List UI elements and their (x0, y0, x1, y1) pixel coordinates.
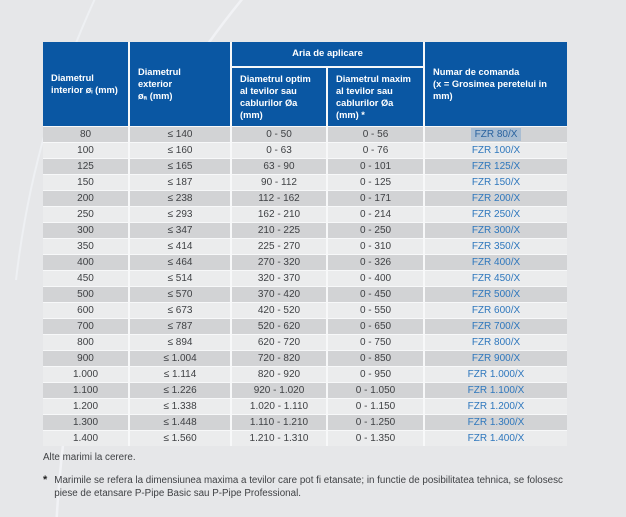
cell-diametru-optim: 320 - 370 (230, 270, 326, 286)
table-body (43, 126, 567, 446)
cell-diametru-exterior: ≤ 787 (128, 318, 230, 334)
cell-diametru-interior: 1.400 (43, 430, 128, 446)
order-code-link[interactable]: FZR 500/X (471, 289, 521, 300)
cell-diametru-optim: 270 - 320 (230, 254, 326, 270)
cell-diametru-exterior: ≤ 1.226 (128, 382, 230, 398)
cell-diametru-optim: 162 - 210 (230, 206, 326, 222)
cell-diametru-optim: 1.110 - 1.210 (230, 414, 326, 430)
cell-diametru-exterior: ≤ 673 (128, 302, 230, 318)
cell-diametru-interior: 150 (43, 174, 128, 190)
cell-diametru-interior: 600 (43, 302, 128, 318)
cell-diametru-optim: 63 - 90 (230, 158, 326, 174)
cell-diametru-maxim: 0 - 550 (326, 302, 423, 318)
cell-diametru-maxim: 0 - 1.150 (326, 398, 423, 414)
order-code-link[interactable]: FZR 450/X (471, 273, 521, 284)
cell-diametru-interior: 1.100 (43, 382, 128, 398)
cell-diametru-interior: 300 (43, 222, 128, 238)
cell-numar-comanda (423, 270, 567, 286)
cell-diametru-optim: 90 - 112 (230, 174, 326, 190)
col-header-numar-comanda: Numar de comanda (x = Grosimea peretelui in mm) (423, 42, 567, 126)
cell-numar-comanda (423, 238, 567, 254)
cell-numar-comanda (423, 318, 567, 334)
order-code-link[interactable]: FZR 1.000/X (467, 369, 525, 380)
cell-diametru-optim: 1.210 - 1.310 (230, 430, 326, 446)
cell-diametru-interior: 200 (43, 190, 128, 206)
cell-diametru-interior: 1.200 (43, 398, 128, 414)
table-row (43, 270, 567, 286)
cell-numar-comanda (423, 190, 567, 206)
cell-diametru-optim: 920 - 1.020 (230, 382, 326, 398)
table-row (43, 414, 567, 430)
note-other-sizes: Alte marimi la cerere. (43, 452, 136, 463)
cell-diametru-exterior: ≤ 238 (128, 190, 230, 206)
order-code-link[interactable]: FZR 400/X (471, 257, 521, 268)
order-code-link[interactable]: FZR 1.100/X (467, 385, 525, 396)
cell-numar-comanda (423, 414, 567, 430)
cell-diametru-maxim: 0 - 450 (326, 286, 423, 302)
cell-diametru-maxim: 0 - 400 (326, 270, 423, 286)
order-code-link[interactable]: FZR 80/X (471, 128, 522, 141)
cell-diametru-interior: 700 (43, 318, 128, 334)
table-row (43, 350, 567, 366)
cell-diametru-exterior: ≤ 1.114 (128, 366, 230, 382)
order-code-link[interactable]: FZR 1.300/X (467, 417, 525, 428)
cell-numar-comanda (423, 430, 567, 446)
table-row (43, 126, 567, 142)
cell-diametru-exterior: ≤ 464 (128, 254, 230, 270)
order-code-link[interactable]: FZR 100/X (471, 145, 521, 156)
order-code-link[interactable]: FZR 125/X (471, 161, 521, 172)
table-row (43, 302, 567, 318)
cell-diametru-optim: 820 - 920 (230, 366, 326, 382)
cell-diametru-exterior: ≤ 1.004 (128, 350, 230, 366)
cell-diametru-exterior: ≤ 1.448 (128, 414, 230, 430)
cell-diametru-maxim: 0 - 214 (326, 206, 423, 222)
cell-diametru-optim: 210 - 225 (230, 222, 326, 238)
cell-diametru-exterior: ≤ 140 (128, 126, 230, 142)
cell-numar-comanda (423, 142, 567, 158)
cell-diametru-interior: 100 (43, 142, 128, 158)
cell-diametru-exterior: ≤ 165 (128, 158, 230, 174)
cell-diametru-optim: 720 - 820 (230, 350, 326, 366)
fzr-spec-table (43, 42, 567, 446)
cell-diametru-exterior: ≤ 894 (128, 334, 230, 350)
table-row (43, 430, 567, 446)
table-row (43, 174, 567, 190)
cell-diametru-interior: 80 (43, 126, 128, 142)
table-row (43, 142, 567, 158)
cell-diametru-optim: 0 - 63 (230, 142, 326, 158)
cell-diametru-exterior: ≤ 570 (128, 286, 230, 302)
cell-diametru-maxim: 0 - 650 (326, 318, 423, 334)
cell-numar-comanda (423, 398, 567, 414)
cell-diametru-optim: 620 - 720 (230, 334, 326, 350)
cell-diametru-optim: 420 - 520 (230, 302, 326, 318)
cell-diametru-optim: 520 - 620 (230, 318, 326, 334)
order-code-link[interactable]: FZR 900/X (471, 353, 521, 364)
cell-diametru-exterior: ≤ 414 (128, 238, 230, 254)
cell-diametru-optim: 1.020 - 1.110 (230, 398, 326, 414)
table-header (43, 42, 567, 126)
cell-diametru-maxim: 0 - 250 (326, 222, 423, 238)
cell-diametru-maxim: 0 - 171 (326, 190, 423, 206)
cell-diametru-maxim: 0 - 750 (326, 334, 423, 350)
table-row (43, 318, 567, 334)
order-code-link[interactable]: FZR 350/X (471, 241, 521, 252)
cell-diametru-exterior: ≤ 1.338 (128, 398, 230, 414)
cell-numar-comanda (423, 350, 567, 366)
cell-numar-comanda (423, 302, 567, 318)
cell-numar-comanda (423, 382, 567, 398)
table-row (43, 286, 567, 302)
cell-diametru-maxim: 0 - 1.050 (326, 382, 423, 398)
cell-diametru-maxim: 0 - 56 (326, 126, 423, 142)
col-header-diametru-optim: Diametrul optim al tevilor sau cablurilor Øa (mm) (230, 68, 326, 126)
cell-diametru-maxim: 0 - 101 (326, 158, 423, 174)
cell-diametru-interior: 1.000 (43, 366, 128, 382)
cell-diametru-maxim: 0 - 1.250 (326, 414, 423, 430)
cell-diametru-interior: 500 (43, 286, 128, 302)
cell-diametru-interior: 250 (43, 206, 128, 222)
col-group-header-aria-de-aplicare: Aria de aplicare (230, 42, 423, 68)
order-code-link[interactable]: FZR 200/X (471, 193, 521, 204)
cell-diametru-interior: 400 (43, 254, 128, 270)
table-row (43, 398, 567, 414)
table-row (43, 158, 567, 174)
order-code-link[interactable]: FZR 1.200/X (467, 401, 525, 412)
order-code-link[interactable]: FZR 1.400/X (467, 433, 525, 444)
table-row (43, 382, 567, 398)
cell-numar-comanda (423, 174, 567, 190)
order-code-link[interactable]: FZR 150/X (471, 177, 521, 188)
cell-diametru-exterior: ≤ 1.560 (128, 430, 230, 446)
order-code-link[interactable]: FZR 700/X (471, 321, 521, 332)
cell-numar-comanda (423, 334, 567, 350)
table-row (43, 206, 567, 222)
footnote (43, 474, 588, 500)
table-row (43, 334, 567, 350)
cell-diametru-interior: 350 (43, 238, 128, 254)
cell-diametru-exterior: ≤ 514 (128, 270, 230, 286)
cell-diametru-exterior: ≤ 347 (128, 222, 230, 238)
cell-numar-comanda (423, 222, 567, 238)
footnote-asterisk: * (43, 474, 48, 486)
cell-diametru-maxim: 0 - 125 (326, 174, 423, 190)
order-code-link[interactable]: FZR 800/X (471, 337, 521, 348)
cell-diametru-exterior: ≤ 293 (128, 206, 230, 222)
cell-numar-comanda (423, 286, 567, 302)
cell-numar-comanda (423, 126, 567, 142)
cell-diametru-maxim: 0 - 76 (326, 142, 423, 158)
table-row (43, 254, 567, 270)
cell-diametru-interior: 900 (43, 350, 128, 366)
cell-diametru-maxim: 0 - 950 (326, 366, 423, 382)
table-row (43, 190, 567, 206)
order-code-link[interactable]: FZR 300/X (471, 225, 521, 236)
cell-numar-comanda (423, 206, 567, 222)
cell-diametru-maxim: 0 - 326 (326, 254, 423, 270)
table-row (43, 366, 567, 382)
cell-numar-comanda (423, 366, 567, 382)
table-row (43, 222, 567, 238)
cell-diametru-maxim: 0 - 850 (326, 350, 423, 366)
cell-diametru-interior: 800 (43, 334, 128, 350)
cell-diametru-interior: 125 (43, 158, 128, 174)
order-code-link[interactable]: FZR 600/X (471, 305, 521, 316)
cell-diametru-exterior: ≤ 160 (128, 142, 230, 158)
cell-diametru-optim: 370 - 420 (230, 286, 326, 302)
cell-diametru-maxim: 0 - 310 (326, 238, 423, 254)
cell-numar-comanda (423, 254, 567, 270)
col-header-diametru-exterior: Diametrul exterior øₐ (mm) (128, 42, 230, 126)
table-row (43, 238, 567, 254)
cell-diametru-maxim: 0 - 1.350 (326, 430, 423, 446)
cell-diametru-optim: 0 - 50 (230, 126, 326, 142)
cell-diametru-optim: 225 - 270 (230, 238, 326, 254)
cell-diametru-interior: 1.300 (43, 414, 128, 430)
col-header-diametru-maxim: Diametrul maxim al tevilor sau cablurilor Øa (mm) * (326, 68, 423, 126)
cell-numar-comanda (423, 158, 567, 174)
cell-diametru-optim: 112 - 162 (230, 190, 326, 206)
col-header-diametru-interior: Diametrul interior øᵢ (mm) (43, 42, 128, 126)
order-code-link[interactable]: FZR 250/X (471, 209, 521, 220)
cell-diametru-interior: 450 (43, 270, 128, 286)
cell-diametru-exterior: ≤ 187 (128, 174, 230, 190)
footnote-text: Marimile se refera la dimensiunea maxima a tevilor care pot fi etansate; in functie de posibilitatea tehnica, se folosesc piese de etansare P-Pipe Basic sau P-Pipe Professional. (54, 475, 563, 499)
